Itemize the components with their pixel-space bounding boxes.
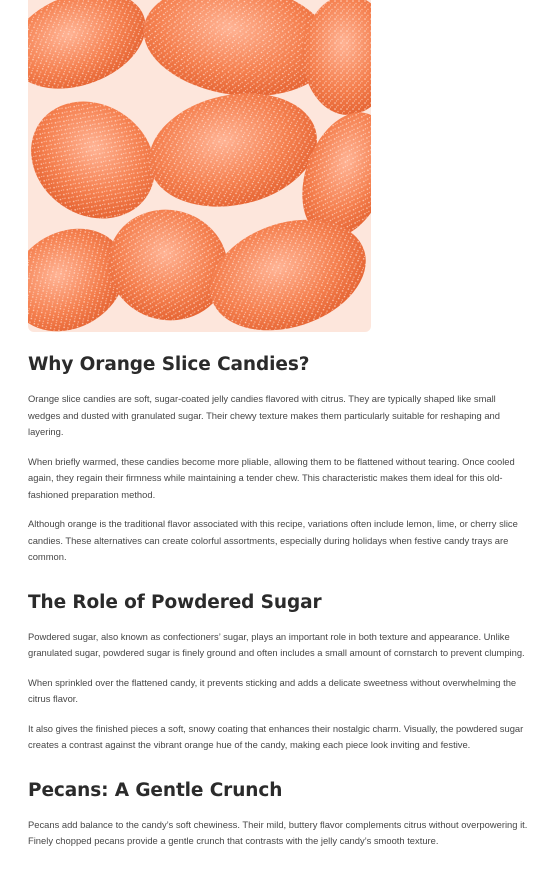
paragraph: When briefly warmed, these candies become more pliable, allowing them to be flattened without tearing. Once cooled again, they regain their firmness while maintaining a tender chew. This characteristic makes them ideal for this old-fashioned preparation method. (28, 455, 515, 500)
section-heading-powdered-sugar: The Role of Powdered Sugar (28, 591, 322, 613)
paragraph: Pecans add balance to the candy’s soft chewiness. Their mild, buttery flavor complements citrus without overpowering it. Finely chopped pecans provide a gentle crunch that contrasts with the jelly candy’s smooth texture. (28, 818, 528, 846)
paragraph: When sprinkled over the flattened candy, it prevents sticking and adds a delicate sweetness without overwhelming the citrus flavor. (28, 676, 517, 704)
paragraph: It also gives the finished pieces a soft, snowy coating that enhances their nostalgic charm. Visually, the powdered sugar creates a contrast against the vibrant orange hue of the candy, making each piece look inviting and festive. (28, 722, 524, 750)
hero-image (28, 0, 371, 332)
section-heading-pecans: Pecans: A Gentle Crunch (28, 779, 283, 801)
article-content (28, 352, 528, 863)
paragraph: Powdered sugar, also known as confectioners’ sugar, plays an important role in both texture and appearance. Unlike granulated sugar, powdered sugar is finely ground and often includes a small amount of cornstarch to prevent clumping. (28, 630, 525, 658)
section-heading-orange-slice: Why Orange Slice Candies? (28, 354, 310, 375)
paragraph: Although orange is the traditional flavor associated with this recipe, variations often include lemon, lime, or cherry slice candies. These alternatives can create colorful assortments, especially during holidays when festive candy trays are common. (28, 518, 518, 562)
candy-slices (28, 0, 371, 332)
paragraph: Orange slice candies are soft, sugar-coated jelly candies flavored with citrus. They are typically shaped like small wedges and dusted with granulated sugar. Their chewy texture makes them particularly suitable for reshaping and layering. (28, 393, 500, 437)
orange-slice-candies-photo (28, 0, 371, 332)
